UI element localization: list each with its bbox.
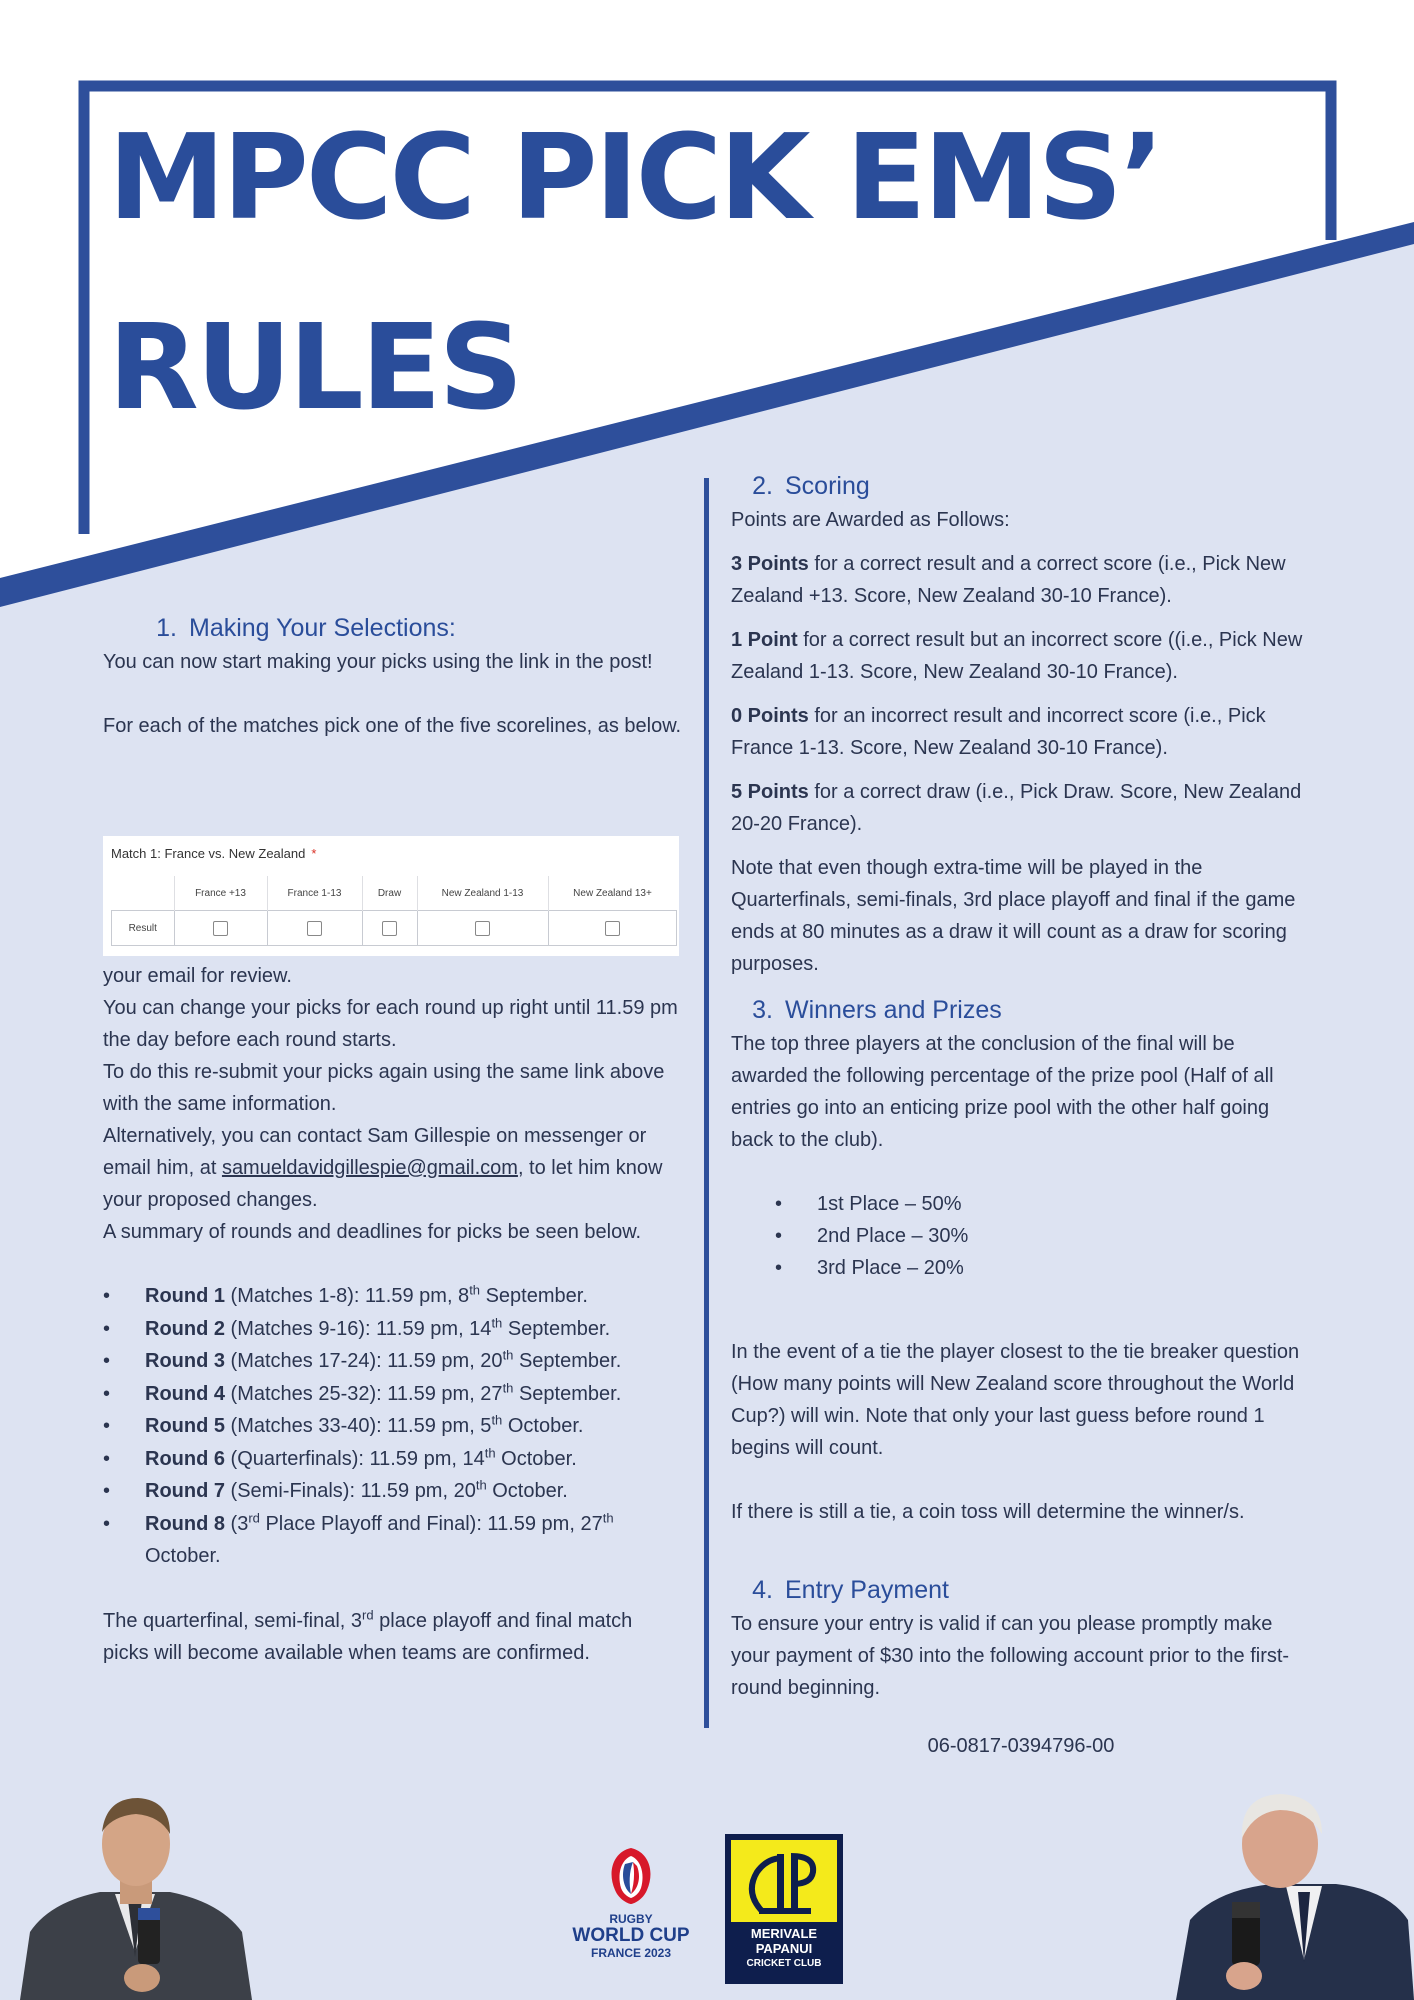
section-scoring-prizes [731, 468, 1311, 1762]
scorelines-text: For each of the matches pick one of the five scorelines, as below. [103, 715, 682, 737]
checkbox-draw[interactable] [382, 921, 397, 936]
section-making-selections [103, 610, 683, 1669]
row-label: Result [112, 911, 175, 946]
commentator-photo-left [20, 1782, 252, 2000]
scoring-item: 3 Points for a correct result and a correct score (i.e., Pick New Zealand +13. Score, New Zealand 30-10 France). [731, 553, 1286, 607]
section-1-heading: 1. Making Your Selections: [156, 614, 456, 642]
column-header: France 1-13 [267, 876, 362, 911]
column-header: New Zealand 1-13 [417, 876, 548, 911]
prizes-intro: The top three players at the conclusion of the final will be awarded the following percentage of the prize pool (Half of all entries go into an enticing prize pool with the other half going back to the club). [731, 1033, 1274, 1151]
list-item: • Round 6 (Quarterfinals): 11.59 pm, 14th October. [103, 1443, 683, 1476]
list-item: • Round 5 (Matches 33-40): 11.59 pm, 5th October. [103, 1410, 683, 1443]
list-item: • Round 1 (Matches 1-8): 11.59 pm, 8th September. [103, 1280, 683, 1313]
club-crest-icon [731, 1840, 837, 1922]
contact-text: Alternatively, you can contact Sam Gillespie on messenger or email him, at samueldavidgillespie@gmail.com, to let him know your proposed changes. [103, 1125, 663, 1211]
checkbox-france-13[interactable] [213, 921, 228, 936]
account-number: 06-0817-0394796-00 [927, 1735, 1115, 1757]
resubmit-text: To do this re-submit your picks again using the same link above with the same information. [103, 1061, 665, 1115]
column-header: France +13 [174, 876, 267, 911]
list-item: • 3rd Place – 20% [731, 1252, 1311, 1284]
checkbox-france-1-13[interactable] [307, 921, 322, 936]
column-divider [704, 478, 709, 1728]
list-item: • 1st Place – 50% [731, 1188, 1311, 1220]
section-2-heading: 2. Scoring [752, 472, 870, 500]
pick-form-example [103, 836, 679, 956]
checkbox-nz-13[interactable] [605, 921, 620, 936]
coin-toss-text: If there is still a tie, a coin toss will determine the winner/s. [731, 1501, 1245, 1523]
list-item: • 2nd Place – 30% [731, 1220, 1311, 1252]
list-item: • Round 2 (Matches 9-16): 11.59 pm, 14th September. [103, 1313, 683, 1346]
page-title-line-2: RULES [108, 298, 521, 436]
rwc-emblem-icon [601, 1844, 661, 1906]
commentator-photo-right [1176, 1780, 1414, 2000]
payment-text: To ensure your entry is valid if can you please promptly make your payment of $30 into the following account prior to the first-round beginning. [731, 1613, 1290, 1699]
change-text: You can change your picks for each round up right until 11.59 pm the day before each round starts. [103, 997, 678, 1051]
draw-note: Note that even though extra-time will be played in the Quarterfinals, semi-finals, 3rd place playoff and final if the game ends at 80 minutes as a draw it will count as a draw for scoring purposes. [731, 857, 1296, 975]
column-header: Draw [362, 876, 417, 911]
section-4-heading: 4. Entry Payment [752, 1576, 949, 1604]
tie-breaker-text: In the event of a tie the player closest to the tie breaker question (How many points will New Zealand score throughout the World Cup?) will win. Note that only your last guess before round 1 begins will count. [731, 1341, 1300, 1459]
column-header: New Zealand 13+ [548, 876, 677, 911]
list-item: • Round 7 (Semi-Finals): 11.59 pm, 20th October. [103, 1475, 683, 1508]
club-logo: MERIVALE PAPANUI CRICKET CLUB [725, 1834, 843, 1984]
page-title-line-1: MPCC PICK EMS’ [108, 108, 1162, 246]
email-link[interactable]: samueldavidgillespie@gmail.com [221, 1157, 518, 1179]
summary-text: your email for review. [103, 965, 292, 987]
list-item: • Round 4 (Matches 25-32): 11.59 pm, 27th September. [103, 1378, 683, 1411]
scoring-item: 1 Point for a correct result but an incorrect score ((i.e., Pick New Zealand 1-13. Score, New Zealand 30-10 France). [731, 629, 1303, 683]
rounds-list [103, 1280, 683, 1573]
list-item: • Round 8 (3rd Place Playoff and Final): 11.59 pm, 27th October. [103, 1508, 683, 1573]
scoring-item: 0 Points for an incorrect result and incorrect score (i.e., Pick France 1-13. Score, New Zealand 30-10 France). [731, 705, 1266, 759]
rugby-world-cup-logo: RUGBY WORLD CUP FRANCE 2023 [556, 1844, 706, 1984]
form-question: Match 1: France vs. New Zealand * [111, 846, 317, 861]
rounds-intro: A summary of rounds and deadlines for picks be seen below. [103, 1221, 642, 1243]
list-item: • Round 3 (Matches 17-24): 11.59 pm, 20th September. [103, 1345, 683, 1378]
prizes-list [731, 1188, 1311, 1284]
scoring-intro: Points are Awarded as Follows: [731, 509, 1010, 531]
form-grid [111, 876, 677, 946]
section-3-heading: 3. Winners and Prizes [752, 996, 1002, 1024]
knockout-note: The quarterfinal, semi-final, 3rd place playoff and final match picks will become available when teams are confirmed. [103, 1606, 633, 1664]
checkbox-nz-1-13[interactable] [475, 921, 490, 936]
scoring-item: 5 Points for a correct draw (i.e., Pick Draw. Score, New Zealand 20-20 France). [731, 781, 1302, 835]
intro-text: You can now start making your picks using the link in the post! [103, 651, 653, 673]
